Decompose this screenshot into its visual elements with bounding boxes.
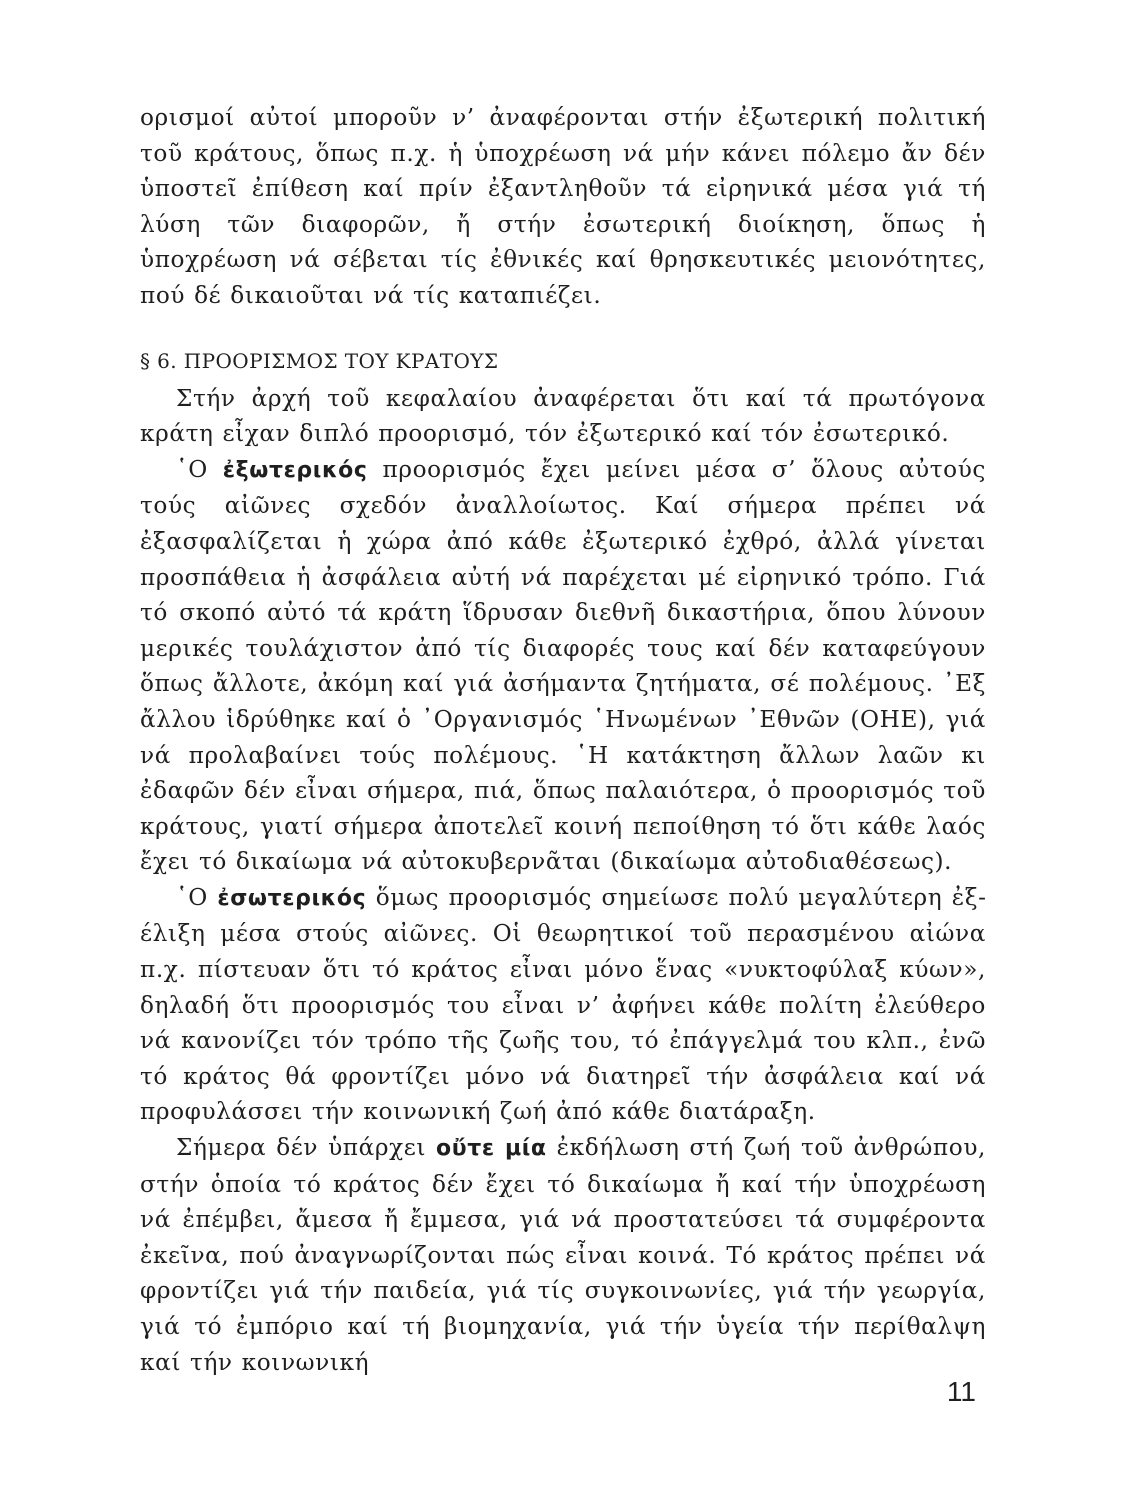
paragraph-lead: Σήμερα δέν ὑπάρχει: [176, 1134, 437, 1162]
keyword-internal: ἐσωτερικός: [217, 885, 367, 911]
paragraph-continuation: ορισμοί αὐτοί μποροῦν ν’ ἀναφέρονται στήν ἐξωτερική πολιτική τοῦ κράτους, ὅπως π.χ. ἡ ὑποχρέωση νά μήν κάνει πόλεμο ἄν δέν ὑποστεῖ ἐπίθεση καί πρίν ἐξαντληθοῦν τά εἰρηνικά μέσα γιά τή λύση τῶν διαφορῶν, ἤ στήν ἐσωτερική διοίκηση, ὅπως ἡ ὑποχρέωση νά σέβεται τίς ἐθνικές καί θρησκευτικές μειονότητες, πού δέ δικαιοῦται νά τίς καταπιέζει.: [140, 104, 986, 309]
paragraph-lead: ῾Ο: [176, 883, 218, 911]
page-number: 11: [946, 1376, 976, 1407]
paragraph-external-purpose: [140, 452, 986, 880]
section-heading: § 6. ΠΡΟΟΡΙΣΜΟΣ ΤΟΥ ΚΡΑΤΟΥΣ: [140, 348, 499, 373]
paragraph-lead: ῾Ο: [176, 455, 223, 483]
paragraph-today: [140, 1130, 986, 1380]
paragraph-text: ὅμως προορισμός σημείωσε πολύ μεγαλύτερη ἐξέλιξη μέσα στούς αἰῶνες. Οἱ θεωρητικοί τοῦ περασμένου αἰώνα π.χ. πίστευαν ὅτι τό κράτος εἶναι μόνο ἕνας «νυκτοφύλαξ κύων», δηλαδή ὅτι προορισμός του εἶναι ν’ ἀφήνει κάθε πολίτη ἐλεύθερο νά κανονίζει τόν τρόπο τῆς ζωῆς του, τό ἐπάγγελμά του κλπ., ἐνῶ τό κράτος θά φροντίζει μόνο νά διατηρεῖ τήν ἀσφάλεια καί νά προφυλάσσει τήν κοινωνική ζωή ἀπό κάθε διατάραξη.: [140, 883, 986, 1126]
paragraph-text: ἐκδήλωση στή ζωή τοῦ ἀνθρώπου, στήν ὁποία τό κράτος δέν ἔχει τό δικαίωμα ἤ καί τήν ὑποχρέωση νά ἐπέμβει, ἄμεσα ἤ ἔμμεσα, γιά νά προστατεύσει τά συμφέροντα ἐκεῖνα, πού ἀναγνωρίζονται πώς εἶναι κοινά. Τό κράτος πρέπει νά φροντίζει γιά τήν παιδεία, γιά τίς συγκοινωνίες, γιά τήν γεωργία, γιά τό ἐμπόριο καί τή βιομηχανία, γιά τήν ὑγεία τήν περίθαλψη καί τήν κοινωνική: [140, 1134, 986, 1376]
paragraph-text: προορισμός ἔχει μείνει μέσα σ’ ὅλους αὐτούς τούς αἰῶνες σχεδόν ἀναλλοίωτος. Καί σήμερα πρέπει νά ἐξασφαλίζεται ἡ χώρα ἀπό κάθε ἐξωτερικό ἐχθρό, ἀλλά γίνεται προσπάθεια ἡ ἀσφάλεια αὐτή νά παρέχεται μέ εἰρηνικό τρόπο. Γιά τό σκοπό αὐτό τά κράτη ἵδρυσαν διεθνῆ δικαστήρια, ὅπου λύνουν μερικές τουλάχιστον ἀπό τίς διαφορές τους καί δέν καταφεύγουν ὅπως ἄλλοτε, ἀκόμη καί γιά ἀσήμαντα ζητήματα, σέ πολέμους. ᾿Εξ ἄλλου ἱδρύθηκε καί ὁ ᾿Οργανισμός ῾Ηνωμένων ᾿Εθνῶν (ΟΗΕ), γιά νά προλαβαίνει τούς πολέμους. ῾Η κατάκτηση ἄλλων λαῶν κι ἐδαφῶν δέν εἶναι σήμερα, πιά, ὅπως παλαιότερα, ὁ προορισμός τοῦ κράτους, γιατί σήμερα ἀποτελεῖ κοινή πεποίθηση τό ὅτι κάθε λαός ἔχει τό δικαίωμα νά αὐτοκυβερνᾶται (δικαίωμα αὐτοδιαθέσεως).: [140, 455, 986, 876]
keyword-external: ἐξωτερικός: [222, 457, 368, 483]
paragraph-intro: Στήν ἀρχή τοῦ κεφαλαίου ἀναφέρεται ὅτι καί τά πρωτόγονα κράτη εἶχαν διπλό προορισμό, τόν ἐξωτερικό καί τόν ἐσωτερικό.: [140, 384, 986, 448]
keyword-not-one: οὔτε μία: [436, 1136, 547, 1162]
page-body: [140, 100, 986, 1380]
paragraph-internal-purpose: [140, 880, 986, 1130]
